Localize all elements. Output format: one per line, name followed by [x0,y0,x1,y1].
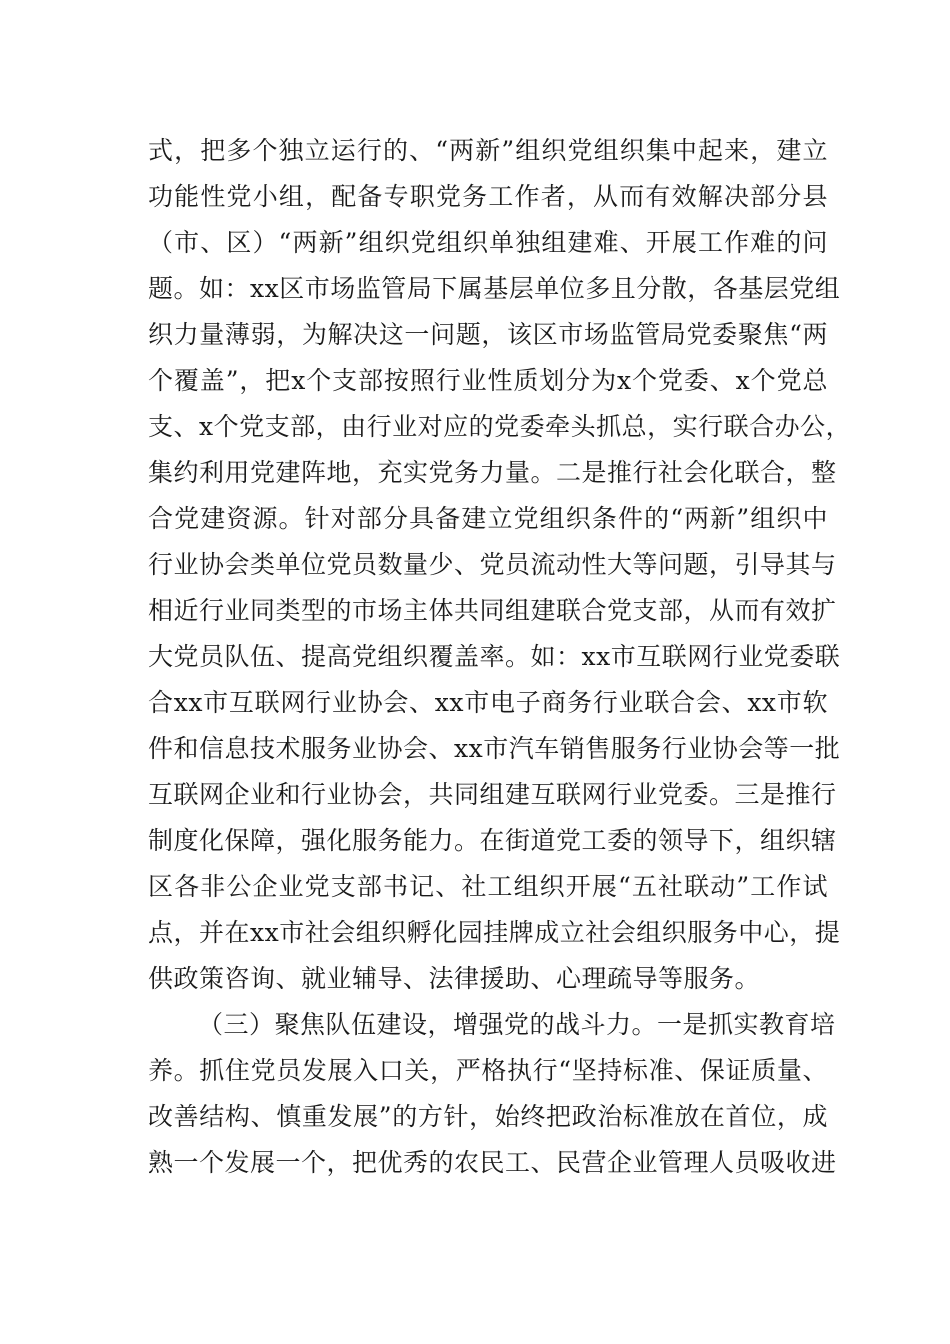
text-line: 熟一个发展一个，把优秀的农民工、民营企业管理人员吸收进 [148,1148,837,1177]
text-line: 支、x个党支部，由行业对应的党委牵头抓总，实行联合办公， [148,412,852,441]
text-line: 供政策咨询、就业辅导、法律援助、心理疏导等服务。 [148,964,761,993]
text-line: （市、区）“两新”组织党组织单独组建难、开展工作难的问 [148,228,828,257]
text-line: 行业协会类单位党员数量少、党员流动性大等问题，引导其与 [148,550,837,579]
text-line: 点，并在xx市社会组织孵化园挂牌成立社会组织服务中心，提 [148,918,841,947]
text-line: 个覆盖”，把x个支部按照行业性质划分为x个党委、x个党总 [148,366,828,395]
text-line: 题。如：xx区市场监管局下属基层单位多且分散，各基层党组 [148,274,841,303]
text-line: 合党建资源。针对部分具备建立党组织条件的“两新”组织中 [148,504,828,533]
text-line: 集约利用党建阵地，充实党务力量。二是推行社会化联合，整 [148,458,837,487]
text-line: 件和信息技术服务业协会、xx市汽车销售服务行业协会等一批 [148,734,841,763]
text-line: 功能性党小组，配备专职党务工作者，从而有效解决部分县 [148,182,828,211]
text-line: 织力量薄弱，为解决这一问题，该区市场监管局党委聚焦“两 [148,320,828,349]
text-line: 区各非公企业党支部书记、社工组织开展“五社联动”工作试 [148,872,828,901]
section-heading-line: （三）聚焦队伍建设，增强党的战斗力。一是抓实教育培 [198,1010,836,1039]
text-line: 式，把多个独立运行的、“两新”组织党组织集中起来，建立 [148,136,828,165]
text-line: 相近行业同类型的市场主体共同组建联合党支部，从而有效扩 [148,596,837,625]
text-line: 大党员队伍、提高党组织覆盖率。如：xx市互联网行业党委联 [148,642,841,671]
text-line: 合xx市互联网行业协会、xx市电子商务行业联合会、xx市软 [148,688,828,717]
text-line: 养。抓住党员发展入口关，严格执行“坚持标准、保证质量、 [148,1056,828,1085]
text-line: 制度化保障，强化服务能力。在街道党工委的领导下，组织辖 [148,826,837,855]
text-line: 互联网企业和行业协会，共同组建互联网行业党委。三是推行 [148,780,837,809]
text-line: 改善结构、慎重发展”的方针，始终把政治标准放在首位，成 [148,1102,828,1131]
